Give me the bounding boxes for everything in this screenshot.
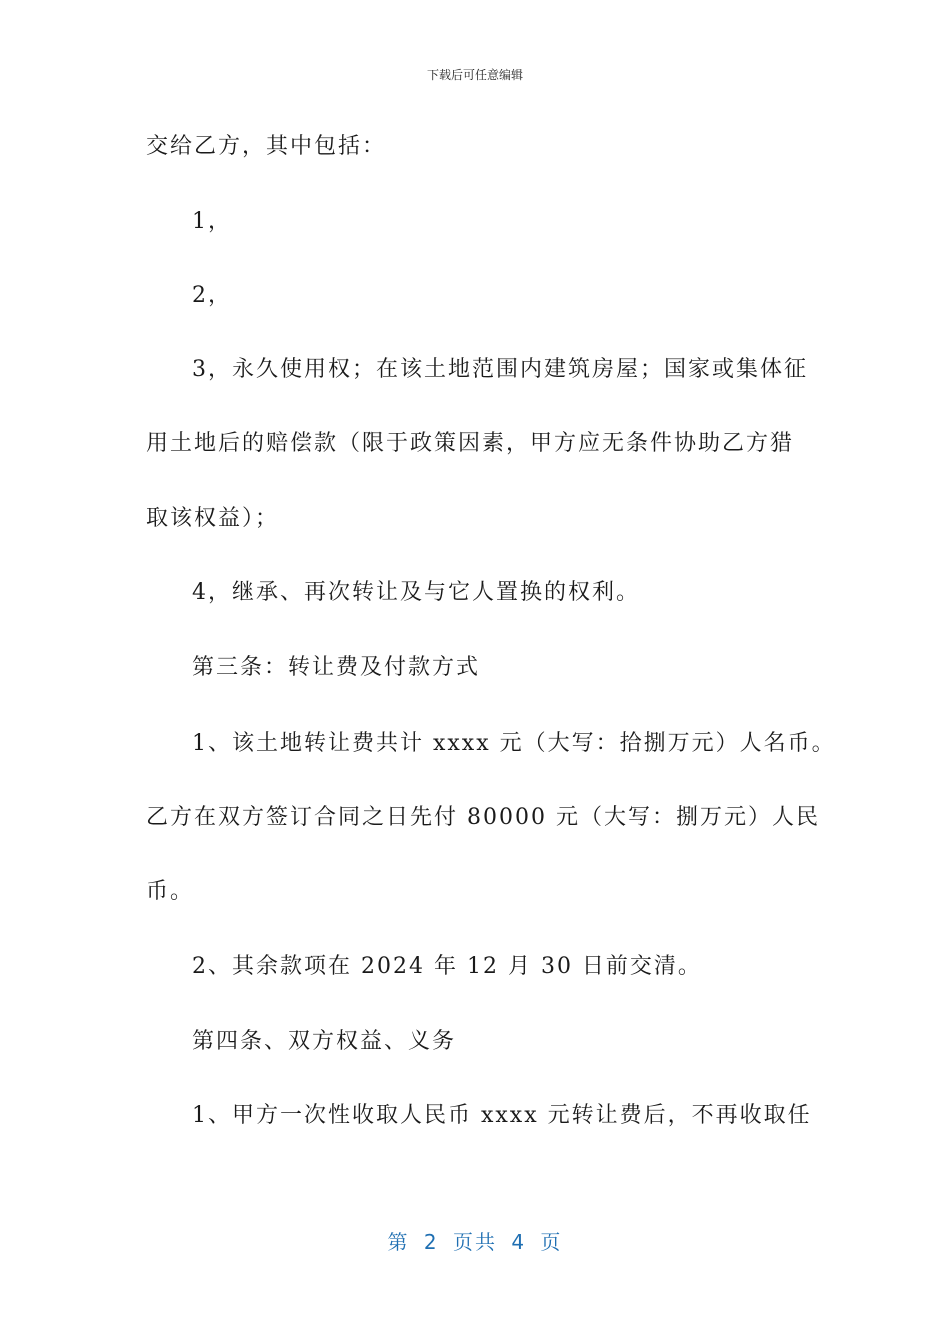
page-number-footer: 第 2 页共 4 页	[387, 1230, 563, 1254]
paragraph-line: 交给乙方，其中包括：	[146, 134, 387, 159]
header-note: 下载后可任意编辑	[426, 68, 523, 82]
list-item-2: 2，	[192, 283, 232, 308]
list-item-3: 3，永久使用权；在该土地范围内建筑房屋；国家或集体征	[192, 357, 808, 382]
list-item-1: 1，	[192, 209, 232, 234]
paragraph-line: 币。	[146, 879, 195, 904]
paragraph-line: 取该权益）；	[146, 506, 280, 531]
list-item-4: 4，继承、再次转让及与它人置换的权利。	[192, 580, 640, 605]
paragraph-line: 乙方在双方签订合同之日先付 80000 元（大写：捌万元）人民	[146, 805, 820, 830]
article-3-heading: 第三条：转让费及付款方式	[192, 655, 481, 680]
paragraph-line: 用土地后的赔偿款（限于政策因素，甲方应无条件协助乙方猎	[146, 431, 795, 456]
clause-3-2: 2、其余款项在 2024 年 12 月 30 日前交清。	[192, 954, 702, 979]
clause-3-1: 1、该土地转让费共计 xxxx 元（大写：拾捌万元）人名币。	[192, 731, 836, 756]
clause-4-1: 1、甲方一次性收取人民币 xxxx 元转让费后，不再收取任	[192, 1103, 812, 1128]
article-4-heading: 第四条、双方权益、义务	[192, 1029, 457, 1054]
